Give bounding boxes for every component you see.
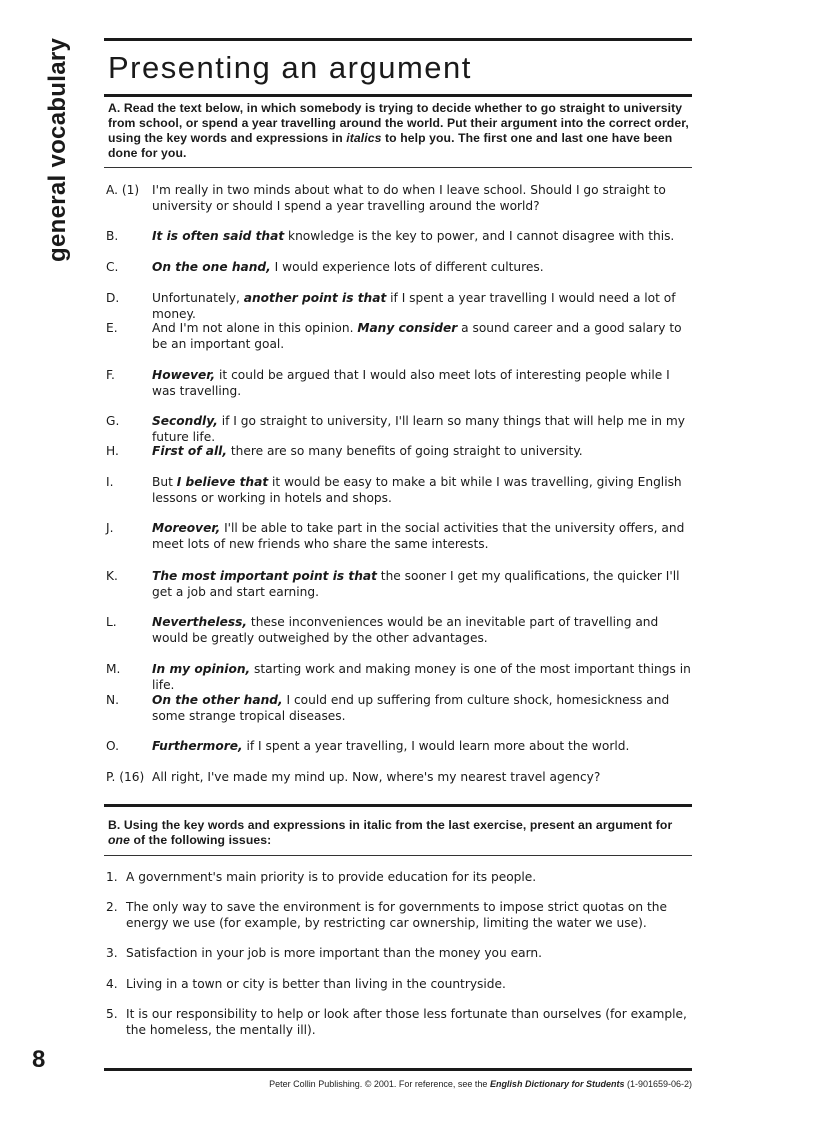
item-text: I'm really in two minds about what to do when I leave school. Should I go straight to university or should I spend a year travelling around the world? [152,183,666,213]
list-item [106,869,692,885]
item-body: it would be easy to make a bit while I was travelling, giving English lessons or working in hotels and shops. [152,475,682,505]
list-item [106,1006,692,1038]
instruction-italic: one [108,833,130,847]
key-phrase: Secondly, [152,414,218,428]
list-item [106,474,692,506]
item-label: E. [106,321,118,335]
item-label: J. [106,521,114,535]
list-item [106,413,692,445]
key-phrase: I believe that [176,475,269,489]
item-text [152,661,692,693]
list-item [106,290,692,322]
item-text [152,474,692,506]
key-phrase: It is often said that [152,229,285,243]
key-phrase: Nevertheless, [152,615,248,629]
item-text [152,320,692,352]
item-label: M. [106,662,121,676]
item-number: 2. [106,900,118,914]
instruction-text: to help you. The first one and last one have been done for you. [108,131,673,160]
key-phrase: another point is that [243,291,387,305]
section-b-instruction [108,818,692,848]
item-body: I could end up suffering from culture shock, homesickness and some strange tropical diseases. [152,693,670,723]
item-text [152,443,692,459]
item-label: L. [106,615,117,629]
divider [104,855,692,856]
item-label: F. [106,368,115,382]
item-label: D. [106,291,120,305]
item-text [152,520,692,552]
item-label: I. [106,475,114,489]
item-text: It is our responsibility to help or look after those less fortunate than ourselves (for example, the homeless, the mentally ill). [126,1007,687,1037]
item-label: O. [106,739,119,753]
item-body: I would experience lots of different cultures. [270,260,544,274]
item-label: C. [106,260,119,274]
list-item [106,945,692,961]
instruction-text: of the following issues: [129,833,272,847]
item-body: it could be argued that I would also meet lots of interesting people while I was travelling. [152,368,670,398]
item-label: A. (1) [106,183,140,197]
footer-text: (1-901659-06-2) [624,1079,692,1089]
item-body: if I spent a year travelling I would need a lot of money. [152,291,676,321]
footer-italic: English Dictionary for Students [489,1079,625,1089]
list-item [106,614,692,646]
instruction-text: B. Using the key words and expressions in italic from the last exercise, present an argument for [108,818,673,832]
item-text [152,413,692,445]
item-label: P. (16) [106,770,145,784]
key-phrase: On the one hand, [152,260,271,274]
section-a-instruction [108,101,692,161]
list-item [106,899,692,931]
side-title-text: general vocabulary [44,37,71,262]
item-text [152,228,692,244]
list-item [106,259,692,275]
item-body: starting work and making money is one of the most important things in life. [152,662,691,692]
page-title: Presenting an argument [108,50,472,85]
item-body: a sound career and a good salary to be an important goal. [152,321,682,351]
item-number: 5. [106,1007,118,1021]
item-text: All right, I've made my mind up. Now, where's my nearest travel agency? [152,770,601,784]
top-rule [104,38,692,41]
item-text [152,738,692,754]
key-phrase: Moreover, [152,521,221,535]
item-body: if I spent a year travelling, I would learn more about the world. [242,739,630,753]
item-text [152,614,692,646]
item-label: G. [106,414,120,428]
key-phrase: First of all, [152,444,227,458]
list-item [106,320,692,352]
key-phrase: In my opinion, [152,662,251,676]
list-item [106,228,692,244]
item-label: B. [106,229,119,243]
item-body: But [152,475,177,489]
instruction-italic: italics [346,131,382,145]
item-number: 1. [106,870,118,884]
item-text [152,259,692,275]
section-b-rule [104,804,692,807]
footer-text: Peter Collin Publishing. © 2001. For reference, see the [269,1079,490,1089]
item-label: K. [106,569,118,583]
list-item [106,769,692,785]
item-text [152,367,692,399]
item-body: I'll be able to take part in the social activities that the university offers, and meet lots of new friends who share the same interests. [152,521,685,551]
item-text: A government's main priority is to provide education for its people. [126,870,537,884]
instruction-text: A. Read the text below, in which somebody is trying to decide whether to go straight to university from school, or spend a year travelling around the world. Put their argument into the correct order, using the key words and expressions in [108,101,689,145]
item-text [152,692,692,724]
item-text: The only way to save the environment is for governments to impose strict quotas on the energy we use (for example, by restricting car ownership, limiting the water we use). [126,900,667,930]
title-rule [104,94,692,97]
item-number: 3. [106,946,118,960]
item-body: the sooner I get my qualifications, the quicker I'll get a job and start earning. [152,569,680,599]
footer-credit [269,1079,692,1089]
item-body: if I go straight to university, I'll learn so many things that will help me in my future life. [152,414,685,444]
item-body: knowledge is the key to power, and I cannot disagree with this. [284,229,675,243]
item-text: Living in a town or city is better than living in the countryside. [126,977,506,991]
list-item [106,443,692,459]
page-number: 8 [32,1046,46,1073]
list-item [106,738,692,754]
list-item [106,182,692,214]
divider [104,167,692,168]
item-number: 4. [106,977,118,991]
item-body: And I'm not alone in this opinion. [152,321,358,335]
list-item [106,976,692,992]
key-phrase: Furthermore, [152,739,243,753]
item-label: H. [106,444,119,458]
item-text [152,568,692,600]
item-label: N. [106,693,119,707]
list-item [106,692,692,724]
footer-rule [104,1068,692,1071]
key-phrase: Many consider [357,321,458,335]
item-body: these inconveniences would be an inevitable part of travelling and would be greatly outweighed by the other advantages. [152,615,659,645]
key-phrase: On the other hand, [152,693,283,707]
list-item [106,661,692,693]
item-body: there are so many benefits of going straight to university. [226,444,583,458]
item-text: Satisfaction in your job is more important than the money you earn. [126,946,542,960]
key-phrase: However, [152,368,216,382]
item-text [152,290,692,322]
list-item [106,520,692,552]
list-item [106,568,692,600]
list-item [106,367,692,399]
key-phrase: The most important point is that [152,569,377,583]
item-body: Unfortunately, [152,291,244,305]
